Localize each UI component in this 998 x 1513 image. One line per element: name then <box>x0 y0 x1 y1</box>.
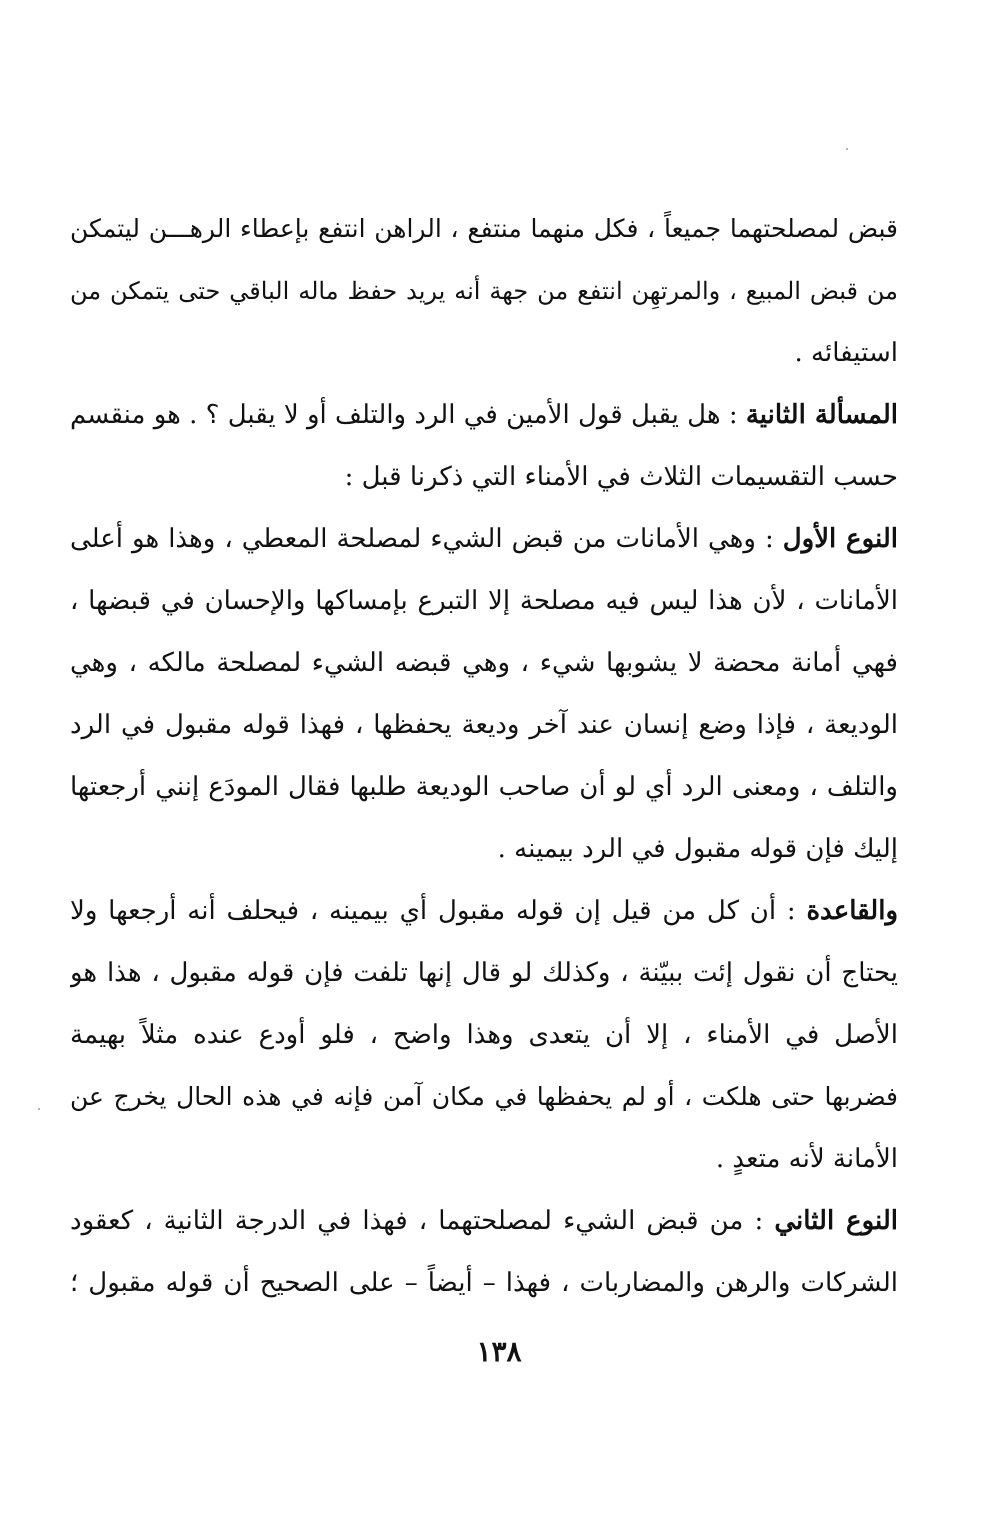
page-number: ١٣٨ <box>476 1335 522 1368</box>
text-line: فهي أمانة محضة لا يشوبها شيء ، وهي قبضه الشيء لمصلحة مالكه ، وهي <box>70 648 898 678</box>
scan-speck <box>846 148 848 150</box>
text-run: : من قبض الشيء لمصلحتهما ، فهذا في الدرجة الثانية ، كعقود <box>70 1206 775 1236</box>
text-line: الأمانات ، لأن هذا ليس فيه مصلحة إلا التبرع بإمساكها والإحسان في قبضها ، <box>70 586 898 616</box>
paragraph-continuation <box>70 198 898 384</box>
text-line: استيفائه . <box>794 338 898 368</box>
text-line: الوديعة ، فإذا وضع إنسان عند آخر وديعة يحفظها ، فهذا قوله مقبول في الرد <box>70 710 898 740</box>
section-term: المسألة الثانية <box>745 400 898 430</box>
text-run: : أن كل من قيل إن قوله مقبول أي بيمينه ، فيحلف أنه أرجعها ولا <box>70 896 807 926</box>
text-line: والتلف ، ومعنى الرد أي لو أن صاحب الوديعة طلبها فقال المودَع إنني أرجعتها <box>70 772 898 802</box>
text-line: حسب التقسيمات الثلاث في الأمناء التي ذكرنا قبل : <box>344 462 898 492</box>
section-term: والقاعدة <box>806 896 898 926</box>
scan-speck <box>38 1108 40 1110</box>
text-line: من قبض المبيع ، والمرتهِن انتفع من جهة أنه يريد حفظ ماله الباقي حتى يتمكن من <box>70 277 898 305</box>
text-line: إليك فإن قوله مقبول في الرد بيمينه . <box>497 834 898 864</box>
text-line <box>70 508 898 570</box>
paragraph-first-type <box>70 508 898 880</box>
section-term: النوع الثاني <box>774 1206 898 1236</box>
text-line: الأصل في الأمناء ، إلا أن يتعدى وهذا واضح ، فلو أودع عنده مثلاً بهيمة <box>70 1020 898 1050</box>
text-line: قبض لمصلحتهما جميعاً ، فكل منهما منتفع ، الراهن انتفع بإعطاء الرهـــن ليتمكن <box>70 214 898 243</box>
text-run: : وهي الأمانات من قبض الشيء لمصلحة المعطي ، وهذا هو أعلى <box>70 524 783 554</box>
section-term: النوع الأول <box>782 524 898 554</box>
paragraph-second-issue <box>70 384 898 508</box>
text-line: الأمانة لأنه متعدٍ . <box>715 1144 898 1174</box>
text-line: يحتاج أن نقول إئت ببيّنة ، وكذلك لو قال إنها تلفت فإن قوله مقبول ، هذا هو <box>70 958 898 988</box>
paragraph-second-type <box>70 1190 898 1314</box>
text-run: : هل يقبل قول الأمين في الرد والتلف أو لا يقبل ؟ . هو منقسم <box>70 400 746 430</box>
text-line <box>70 384 898 446</box>
text-line <box>70 880 898 942</box>
paragraph-rule <box>70 880 898 1190</box>
text-line <box>70 1190 898 1252</box>
text-line: فضربها حتى هلكت ، أو لم يحفظها في مكان آمن فإنه في هذه الحال يخرج عن <box>70 1082 898 1111</box>
text-line: الشركات والرهن والمضاربات ، فهذا – أيضاً – على الصحيح أن قوله مقبول ؛ <box>70 1268 898 1298</box>
